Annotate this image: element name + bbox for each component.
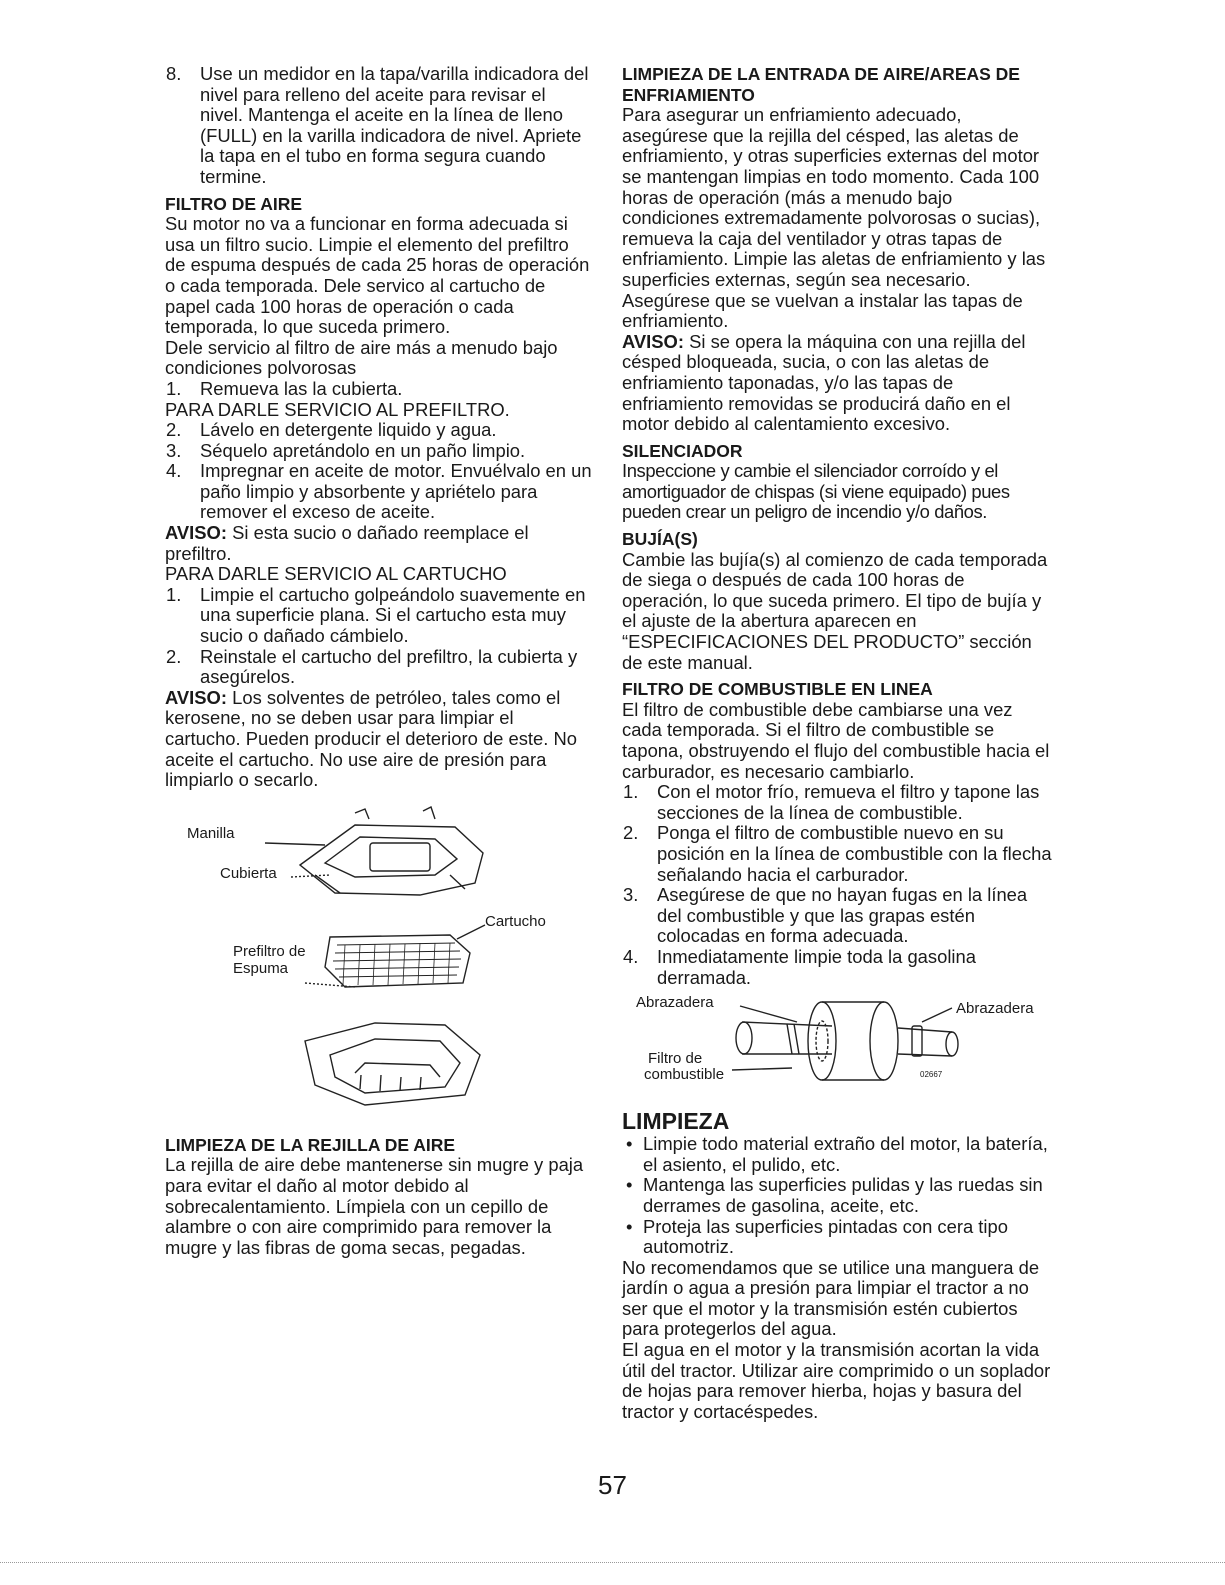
item-number: 2. [623, 822, 639, 844]
left-column [165, 64, 593, 1258]
item-number: 1. [166, 377, 182, 399]
section-heading-rejilla: LIMPIEZA DE LA REJILLA DE AIRE [165, 1134, 456, 1155]
list-item [165, 441, 593, 462]
paragraph: Su motor no va a funcionar en forma adecuada si usa un filtro sucio. Limpie el elemento del prefiltro de espuma después de cada 25 horas de operación o cada temporada. Dele servico al cartucho de papel cada 100 horas de operación o cada temporada, lo que suceda primero. [165, 213, 590, 338]
list-item [622, 782, 1052, 823]
item-text: Use un medidor en la tapa/varilla indicadora del nivel para relleno del aceite para revisar el nivel. Mantenga el aceite en la línea de lleno (FULL) en la varilla indicadora de nivel. Apriete la tapa en el tubo en forma segura cuando termine. [200, 63, 589, 187]
air-filter-illustration [165, 805, 593, 1125]
paragraph: El agua en el motor y la transmisión acortan la vida útil del tractor. Utilizar aire comprimido o un soplador de hojas para remover hierba, hojas y basura del tractor y cortacéspedes. [622, 1339, 1051, 1422]
item-text: Remueva las la cubierta. [200, 377, 403, 399]
paragraph: La rejilla de aire debe mantenerse sin mugre y paja para evitar el daño al motor debido al sobrecalentamiento. Límpiela con un cepillo de alambre o con aire comprimido para remover la mugre y las fibras de goma secas, pegadas. [165, 1154, 584, 1258]
item-number: 8. [166, 63, 182, 84]
item-number: 2. [166, 645, 182, 667]
list-item [622, 947, 1052, 988]
list-item [165, 647, 593, 688]
aviso-text: Los solventes de petróleo, tales como el kerosene, no se deben usar para limpiar el cartucho. Pueden producir el deterioro de este. No aceite el cartucho. No use aire de presión para limpiarlo o secarlo. [165, 686, 577, 791]
section-heading-silenciador: SILENCIADOR [622, 440, 743, 461]
list-item [622, 1175, 1052, 1216]
paragraph: Cambie las bujía(s) al comienzo de cada temporada de siega o después de cada 100 horas de operación, lo que suceda primero. El tipo de bujía y el ajuste de la abertura aparecen en “ESPECIFICACIONES DEL PRODUCTO” sección de este manual. [622, 548, 1048, 673]
section-heading-combustible: FILTRO DE COMBUSTIBLE EN LINEA [622, 679, 933, 700]
item-number: 4. [623, 945, 639, 967]
page-number: 57 [598, 1470, 627, 1500]
label-manilla: Manilla [187, 824, 235, 842]
subheading-prefiltro: PARA DARLE SERVICIO AL PREFILTRO. [165, 398, 510, 420]
label-prefiltro-line2: Espuma [233, 959, 289, 977]
aviso-note [622, 332, 1052, 435]
list-item [622, 823, 1052, 885]
item-number: 1. [166, 583, 182, 605]
bullet-icon: • [626, 1174, 633, 1196]
item-text: Proteja las superficies pintadas con cera tipo automotriz. [643, 1215, 1008, 1258]
list-item [622, 885, 1052, 947]
list-item [165, 64, 593, 188]
list-item [165, 379, 593, 400]
paragraph: Dele servicio al filtro de aire más a menudo bajo condiciones polvorosas [165, 336, 558, 379]
item-text: Reinstale el cartucho del prefiltro, la cubierta y asegúrelos. [200, 645, 578, 688]
item-text: Asegúrese de que no hayan fugas en la línea del combustible y que las grapas estén colocadas en forma adecuada. [657, 884, 1028, 947]
item-text: Limpie todo material extraño del motor, la batería, el asiento, el pulido, etc. [643, 1133, 1048, 1175]
list-item [165, 420, 593, 441]
divider [0, 1562, 1225, 1563]
list-item [165, 461, 593, 523]
item-text: Inmediatamente limpie toda la gasolina derramada. [657, 945, 976, 988]
aviso-note [165, 688, 593, 791]
paragraph: Inspeccione y cambie el silenciador corroído y el amortiguador de chispas (si viene equipado) pues pueden crear un peligro de incendio y/o daños. [622, 460, 1010, 523]
paragraph: No recomendamos que se utilice una manguera de jardín o agua a presión para limpiar el tractor a no ser que el motor y la transmisión estén cubiertos para protegerlos del agua. [622, 1256, 1040, 1340]
list-item [622, 1134, 1052, 1175]
item-number: 2. [166, 419, 182, 441]
list-item [622, 1217, 1052, 1258]
aviso-note [165, 523, 593, 564]
aviso-label: AVISO: [622, 330, 684, 352]
air-filter-figure [165, 805, 593, 1125]
aviso-text: Si esta sucio o dañado reemplace el prefiltro. [165, 522, 529, 564]
item-number: 4. [166, 460, 182, 482]
bullet-icon: • [626, 1133, 633, 1155]
item-text: Séquelo apretándolo en un paño limpio. [200, 439, 526, 461]
paragraph: El filtro de combustible debe cambiarse una vez cada temporada. Si el filtro de combustible se tapona, obstruyendo el flujo del combustible hacia el carburador, es necesario cambiarlo. [622, 698, 1050, 782]
right-column [622, 64, 1052, 1422]
item-text: Ponga el filtro de combustible nuevo en su posición en la línea de combustible con la flecha señalando hacia el carburador. [657, 822, 1052, 885]
section-heading-bujia: BUJÍA(S) [622, 529, 698, 550]
list-item [165, 585, 593, 647]
item-text: Mantenga las superficies pulidas y las ruedas sin derrames de gasolina, aceite, etc. [643, 1174, 1043, 1216]
item-number: 1. [623, 781, 639, 803]
label-abrazadera-right: Abrazadera [956, 1000, 1034, 1018]
label-filtro-line2: combustible [644, 1066, 725, 1084]
aviso-label: AVISO: [165, 686, 227, 708]
item-text: Lávelo en detergente liquido y agua. [200, 419, 497, 441]
subheading-cartucho: PARA DARLE SERVICIO AL CARTUCHO [165, 563, 507, 585]
item-text: Limpie el cartucho golpeándolo suavemente en una superficie plana. Si el cartucho esta muy sucio o dañado cámbielo. [200, 583, 586, 647]
bullet-icon: • [626, 1215, 633, 1237]
label-abrazadera-left: Abrazadera [636, 994, 714, 1012]
aviso-text: Si se opera la máquina con una rejilla del césped bloqueada, sucia, o con las aletas de enfriamiento taponadas, y/o las tapas de enfriamiento removidas se producirá daño en el motor debido al calentamiento excesivo. [622, 330, 1026, 435]
paragraph: Para asegurar un enfriamiento adecuado, asegúrese que la rejilla del césped, las aletas de enfriamiento, y otras superficies externas del motor se mantengan limpias en todo momento. Cada 100 horas de operación (más a menudo bajo condiciones extremadamente polvorosas o sucias), remueva la caja del ventilador y otras tapas de enfriamiento. Limpie las aletas de enfriamiento y las superficies externas, según sea necesario. Asegúrese que se vuelvan a instalar las tapas de enfriamiento. [622, 104, 1046, 332]
label-filtro-line1: Filtro de [648, 1050, 703, 1068]
item-number: 3. [166, 439, 182, 461]
label-prefiltro-line1: Prefiltro de [233, 942, 306, 960]
item-text: Con el motor frío, remueva el filtro y tapone las secciones de la línea de combustible. [657, 781, 1040, 823]
section-heading-entrada: LIMPIEZA DE LA ENTRADA DE AIRE/AREAS DE ENFRIAMIENTO [622, 64, 1020, 105]
item-number: 3. [623, 884, 639, 906]
section-heading-filtro-aire: FILTRO DE AIRE [165, 193, 303, 214]
aviso-label: AVISO: [165, 522, 227, 544]
section-heading-limpieza: LIMPIEZA [622, 1108, 730, 1135]
label-cartucho: Cartucho [485, 912, 546, 930]
label-cubierta: Cubierta [220, 864, 277, 882]
item-text: Impregnar en aceite de motor. Envuélvalo en un paño limpio y absorbente y apriételo para remover el exceso de aceite. [200, 460, 592, 523]
figure-code: 02667 [920, 1070, 943, 1080]
fuel-filter-figure [622, 992, 1052, 1092]
